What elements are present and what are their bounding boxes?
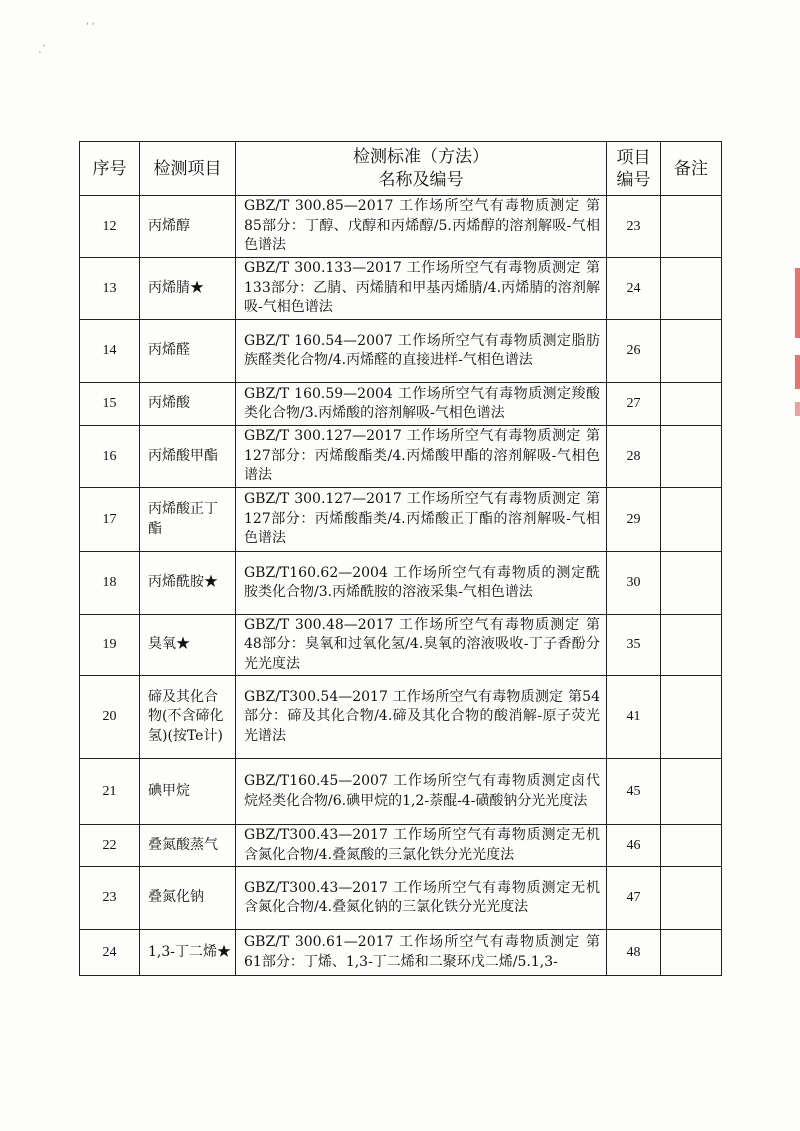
red-stamp-edge xyxy=(795,268,800,338)
cell-method: GBZ/T300.54—2017 工作场所空气有毒物质测定 第54部分：碲及其化合物/4.碲及其化合物的酸消解-原子荧光光谱法 xyxy=(236,676,607,759)
cell-code: 24 xyxy=(607,258,661,320)
cell-seq: 22 xyxy=(80,825,140,867)
header-method xyxy=(236,142,607,196)
header-method-line1: 检测标准（方法） xyxy=(353,146,489,167)
scan-speck: ‘ ‘ xyxy=(86,22,95,32)
cell-item: 丙烯酸 xyxy=(140,383,236,426)
cell-method: GBZ/T 160.54—2007 工作场所空气有毒物质测定脂肪族醛类化合物/4.丙烯醛的直接进样-气相色谱法 xyxy=(236,320,607,383)
table-row xyxy=(80,383,722,426)
header-code-line1: 项目 xyxy=(616,147,651,168)
cell-code: 28 xyxy=(607,426,661,488)
cell-note xyxy=(661,320,722,383)
cell-note xyxy=(661,426,722,488)
cell-code: 30 xyxy=(607,552,661,615)
cell-code: 29 xyxy=(607,488,661,552)
cell-method: GBZ/T 300.61—2017 工作场所空气有毒物质测定 第61部分：丁烯、1,3-丁二烯和二聚环戊二烯/5.1,3- xyxy=(236,930,607,976)
cell-seq: 19 xyxy=(80,615,140,676)
red-stamp-edge xyxy=(795,402,800,416)
cell-seq: 21 xyxy=(80,759,140,825)
detection-method-table xyxy=(79,141,722,976)
cell-item: 丙烯酸正丁酯 xyxy=(140,488,236,552)
cell-item: 丙烯腈★ xyxy=(140,258,236,320)
cell-code: 46 xyxy=(607,825,661,867)
cell-method: GBZ/T 300.127—2017 工作场所空气有毒物质测定 第127部分：丙烯酸酯类/4.丙烯酸甲酯的溶剂解吸-气相色谱法 xyxy=(236,426,607,488)
cell-item: 丙烯醇 xyxy=(140,196,236,258)
table-row xyxy=(80,488,722,552)
cell-seq: 17 xyxy=(80,488,140,552)
header-item: 检测项目 xyxy=(140,142,236,196)
cell-code: 47 xyxy=(607,867,661,930)
cell-seq: 24 xyxy=(80,930,140,976)
cell-code: 35 xyxy=(607,615,661,676)
cell-seq: 15 xyxy=(80,383,140,426)
cell-seq: 16 xyxy=(80,426,140,488)
cell-item: 1,3-丁二烯★ xyxy=(140,930,236,976)
cell-item: 叠氮酸蒸气 xyxy=(140,825,236,867)
header-method-line2: 名称及编号 xyxy=(378,169,464,190)
cell-seq: 12 xyxy=(80,196,140,258)
header-seq: 序号 xyxy=(80,142,140,196)
cell-method: GBZ/T300.43—2017 工作场所空气有毒物质测定无机含氮化合物/4.叠氮化钠的三氯化铁分光光度法 xyxy=(236,867,607,930)
cell-note xyxy=(661,930,722,976)
table-row xyxy=(80,759,722,825)
cell-method: GBZ/T 160.59—2004 工作场所空气有毒物质测定羧酸类化合物/3.丙烯酸的溶剂解吸-气相色谱法 xyxy=(236,383,607,426)
cell-method: GBZ/T300.43—2017 工作场所空气有毒物质测定无机含氮化合物/4.叠氮酸的三氯化铁分光光度法 xyxy=(236,825,607,867)
cell-note xyxy=(661,825,722,867)
cell-code: 23 xyxy=(607,196,661,258)
cell-note xyxy=(661,488,722,552)
cell-note xyxy=(661,196,722,258)
header-note: 备注 xyxy=(661,142,722,196)
cell-item: 丙烯酸甲酯 xyxy=(140,426,236,488)
red-stamp-edge xyxy=(795,355,800,389)
cell-seq: 18 xyxy=(80,552,140,615)
cell-seq: 20 xyxy=(80,676,140,759)
cell-code: 27 xyxy=(607,383,661,426)
cell-code: 48 xyxy=(607,930,661,976)
cell-method: GBZ/T160.62—2004 工作场所空气有毒物质的测定酰胺类化合物/3.丙烯酰胺的溶液采集-气相色谱法 xyxy=(236,552,607,615)
cell-note xyxy=(661,383,722,426)
cell-note xyxy=(661,615,722,676)
cell-seq: 14 xyxy=(80,320,140,383)
cell-note xyxy=(661,552,722,615)
header-code xyxy=(607,142,661,196)
cell-item: 碲及其化合物(不含碲化氢)(按Te计) xyxy=(140,676,236,759)
cell-seq: 23 xyxy=(80,867,140,930)
table-header-row xyxy=(80,142,722,196)
cell-note xyxy=(661,867,722,930)
cell-method: GBZ/T 300.127—2017 工作场所空气有毒物质测定 第127部分：丙烯酸酯类/4.丙烯酸正丁酯的溶剂解吸-气相色谱法 xyxy=(236,488,607,552)
cell-item: 丙烯醛 xyxy=(140,320,236,383)
cell-method: GBZ/T 300.48—2017 工作场所空气有毒物质测定 第48部分：臭氧和过氧化氢/4.臭氧的溶液吸收-丁子香酚分光光度法 xyxy=(236,615,607,676)
cell-code: 41 xyxy=(607,676,661,759)
table-row xyxy=(80,825,722,867)
table-row xyxy=(80,196,722,258)
cell-note xyxy=(661,676,722,759)
scan-speck: ˎ‘ xyxy=(38,44,46,54)
cell-item: 叠氮化钠 xyxy=(140,867,236,930)
cell-item: 碘甲烷 xyxy=(140,759,236,825)
cell-item: 丙烯酰胺★ xyxy=(140,552,236,615)
cell-method: GBZ/T 300.85—2017 工作场所空气有毒物质测定 第85部分：丁醇、戊醇和丙烯醇/5.丙烯醇的溶剂解吸-气相色谱法 xyxy=(236,196,607,258)
table-row xyxy=(80,867,722,930)
table-row xyxy=(80,930,722,976)
header-code-line2: 编号 xyxy=(616,169,651,190)
cell-note xyxy=(661,258,722,320)
table-row xyxy=(80,676,722,759)
table-row xyxy=(80,426,722,488)
cell-code: 45 xyxy=(607,759,661,825)
table-row xyxy=(80,258,722,320)
table-row xyxy=(80,552,722,615)
cell-note xyxy=(661,759,722,825)
table-row xyxy=(80,320,722,383)
cell-method: GBZ/T 300.133—2017 工作场所空气有毒物质测定 第133部分：乙腈、丙烯腈和甲基丙烯腈/4.丙烯腈的溶剂解吸-气相色谱法 xyxy=(236,258,607,320)
table-row xyxy=(80,615,722,676)
cell-seq: 13 xyxy=(80,258,140,320)
cell-code: 26 xyxy=(607,320,661,383)
cell-item: 臭氧★ xyxy=(140,615,236,676)
cell-method: GBZ/T160.45—2007 工作场所空气有毒物质测定卤代烷烃类化合物/6.碘甲烷的1,2-萘醌-4-磺酸钠分光光度法 xyxy=(236,759,607,825)
